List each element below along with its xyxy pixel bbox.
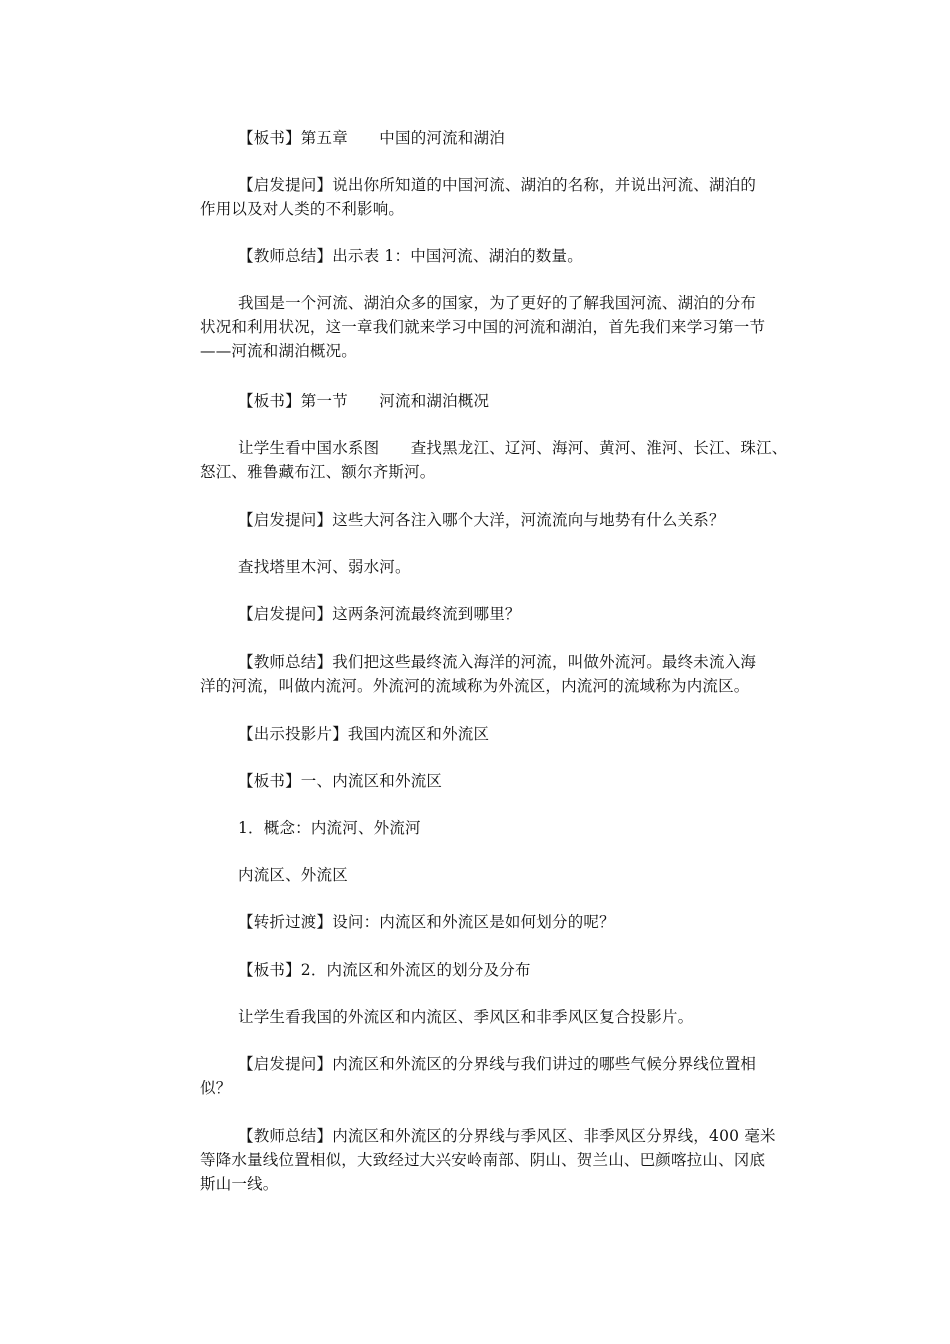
text-line: 【出示投影片】我国内流区和外流区 [238, 725, 490, 743]
text-line: 内流区、外流区 [238, 866, 348, 884]
text-line: 怒江、雅鲁藏布江、额尔齐斯河。 [200, 463, 436, 481]
text-line: 【板书】一、内流区和外流区 [238, 772, 443, 790]
text-line: 【教师总结】出示表 1：中国河流、湖泊的数量。 [238, 247, 583, 265]
paragraph-composite-slide [200, 1005, 812, 1029]
text-line: 【板书】第一节 河流和湖泊概况 [238, 392, 490, 410]
text-line: 1．概念：内流河、外流河 [238, 819, 421, 837]
text-line: 我国是一个河流、湖泊众多的国家，为了更好的了解我国河流、湖泊的分布 [238, 294, 757, 312]
paragraph-summary-boundary [200, 1124, 812, 1196]
text-line: 作用以及对人类的不利影响。 [200, 200, 405, 218]
paragraph-heading-chapter [200, 126, 812, 150]
paragraph-concept [200, 816, 812, 840]
paragraph-question-rivers-lakes [200, 173, 812, 221]
text-line: 似？ [200, 1079, 232, 1097]
paragraph-transition [200, 910, 812, 934]
paragraph-question-boundary [200, 1052, 812, 1100]
text-line: 查找塔里木河、弱水河。 [238, 558, 411, 576]
text-line: 【板书】第五章 中国的河流和湖泊 [238, 129, 505, 147]
text-line: 【教师总结】内流区和外流区的分界线与季风区、非季风区分界线，400 毫米 [238, 1127, 776, 1145]
paragraph-heading-part-one [200, 769, 812, 793]
text-line: 状况和利用状况，这一章我们就来学习中国的河流和湖泊，首先我们来学习第一节 [200, 318, 766, 336]
paragraph-heading-section [200, 389, 812, 413]
paragraph-question-destination [200, 602, 812, 626]
text-line: 等降水量线位置相似，大致经过大兴安岭南部、阴山、贺兰山、巴颜喀拉山、冈底 [200, 1151, 766, 1169]
text-line: 斯山一线。 [200, 1175, 279, 1193]
text-line: 【教师总结】我们把这些最终流入海洋的河流，叫做外流河。最终未流入海 [238, 653, 757, 671]
paragraph-heading-division [200, 958, 812, 982]
paragraph-summary-table [200, 244, 812, 268]
text-line: 【启发提问】说出你所知道的中国河流、湖泊的名称，并说出河流、湖泊的 [238, 176, 757, 194]
text-line: 【启发提问】内流区和外流区的分界线与我们讲过的哪些气候分界线位置相 [238, 1055, 757, 1073]
paragraph-water-system-map [200, 436, 812, 484]
text-line: 让学生看中国水系图 查找黑龙江、辽河、海河、黄河、淮河、长江、珠江、 [238, 439, 788, 457]
text-line: 【转折过渡】设问：内流区和外流区是如何划分的呢？ [238, 913, 615, 931]
paragraph-summary-inflow-outflow [200, 650, 812, 698]
paragraph-question-oceans [200, 508, 812, 532]
paragraph-regions [200, 863, 812, 887]
paragraph-intro [200, 291, 812, 363]
text-line: 洋的河流，叫做内流河。外流河的流域称为外流区，内流河的流域称为内流区。 [200, 677, 750, 695]
text-line: ——河流和湖泊概况。 [200, 342, 358, 360]
text-line: 让学生看我国的外流区和内流区、季风区和非季风区复合投影片。 [238, 1008, 694, 1026]
text-line: 【启发提问】这些大河各注入哪个大洋，河流流向与地势有什么关系？ [238, 511, 725, 529]
paragraph-find-rivers [200, 555, 812, 579]
text-line: 【板书】2．内流区和外流区的划分及分布 [238, 961, 531, 979]
paragraph-slide [200, 722, 812, 746]
text-line: 【启发提问】这两条河流最终流到哪里？ [238, 605, 521, 623]
